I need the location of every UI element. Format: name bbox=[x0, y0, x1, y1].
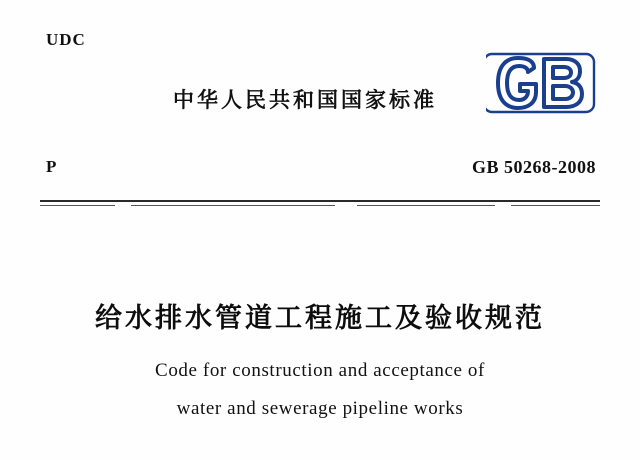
rule-gap-left bbox=[115, 205, 131, 206]
rule-gap-right bbox=[495, 205, 511, 206]
document-title-english-line1: Code for construction and acceptance of bbox=[155, 360, 485, 381]
document-title-english-line2: water and sewerage pipeline works bbox=[176, 398, 464, 419]
udc-label: UDC bbox=[46, 30, 86, 49]
divider-rule-thick bbox=[40, 200, 600, 202]
divider-rule-thin bbox=[40, 205, 600, 206]
gb-logo-icon bbox=[486, 44, 598, 122]
standard-number: GB 50268-2008 bbox=[471, 157, 596, 177]
rule-gap-center bbox=[335, 205, 357, 206]
national-standard-heading: 中华人民共和国国家标准 bbox=[173, 88, 437, 112]
p-label: P bbox=[46, 157, 57, 176]
document-title-chinese: 给水排水管道工程施工及验收规范 bbox=[95, 303, 545, 334]
